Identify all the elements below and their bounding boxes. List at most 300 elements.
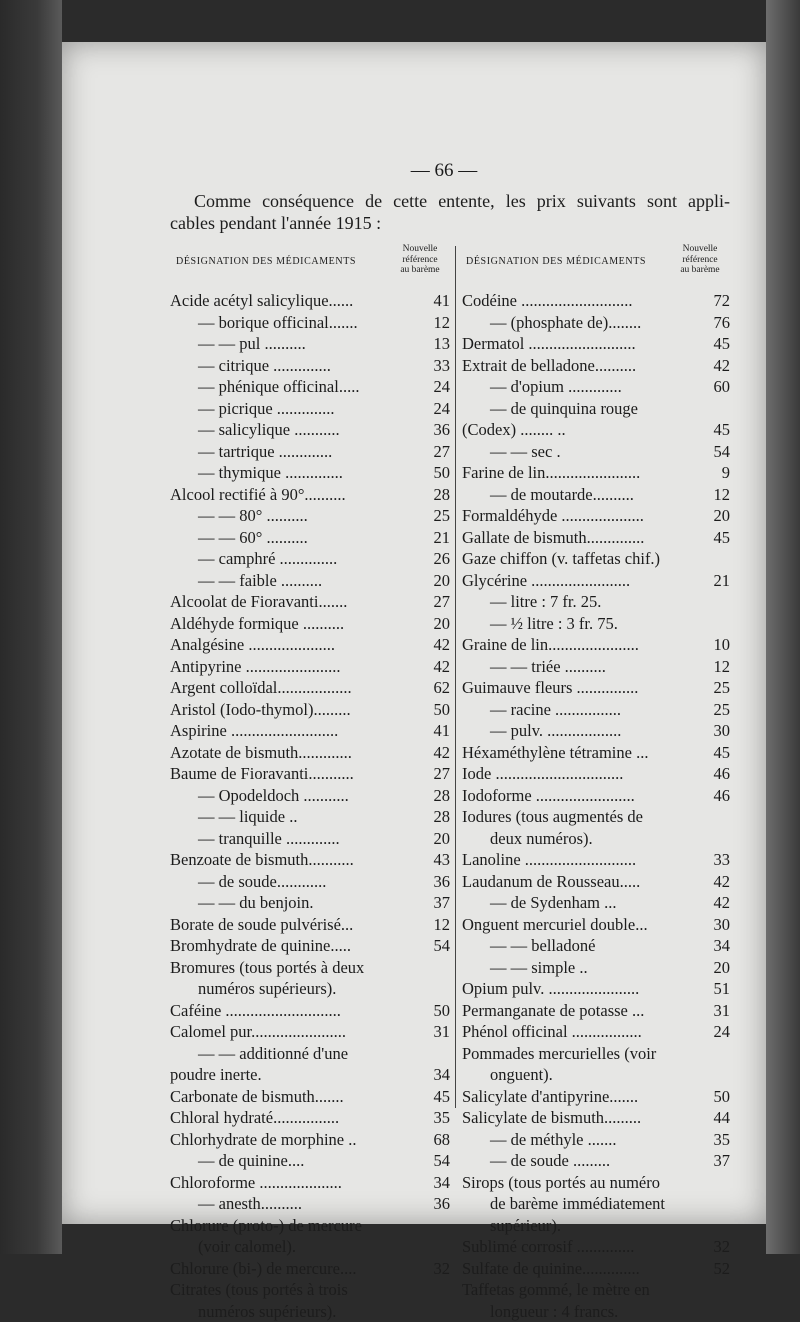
reference-value: 42	[690, 892, 730, 914]
medication-name: Chlorure (bi-) de mercure....	[170, 1258, 410, 1280]
table-row	[170, 1043, 450, 1065]
table-row	[462, 312, 730, 334]
table-row	[462, 699, 730, 721]
table-row	[170, 699, 450, 721]
medication-name: Bromures (tous portés à deux	[170, 957, 410, 979]
medication-name: — — pul ..........	[170, 333, 410, 355]
medication-name: Calomel pur.......................	[170, 1021, 410, 1043]
table-row	[462, 290, 730, 312]
reference-value: 46	[690, 785, 730, 807]
reference-header-line: au barème	[390, 265, 450, 276]
table-row	[462, 527, 730, 549]
reference-value: 41	[410, 720, 450, 742]
table-row	[170, 312, 450, 334]
reference-value: 32	[690, 1236, 730, 1258]
table-row	[462, 828, 730, 850]
medication-name: Iodures (tous augmentés de	[462, 806, 690, 828]
table-row	[170, 1258, 450, 1280]
table-row	[462, 1215, 730, 1237]
scan-background-left	[0, 0, 62, 1254]
reference-value: 34	[690, 935, 730, 957]
medication-name: — de quinine....	[170, 1150, 410, 1172]
medication-name: — — faible ..........	[170, 570, 410, 592]
table-row	[462, 978, 730, 1000]
medication-name: — de quinquina rouge	[462, 398, 690, 420]
left-column-header	[170, 244, 450, 292]
reference-value: 51	[690, 978, 730, 1000]
reference-value: 50	[410, 699, 450, 721]
table-row	[170, 677, 450, 699]
table-row	[462, 1172, 730, 1194]
table-row	[462, 333, 730, 355]
reference-header	[390, 244, 450, 276]
medication-name: Héxaméthylène tétramine ...	[462, 742, 690, 764]
table-row	[170, 462, 450, 484]
table-row	[170, 484, 450, 506]
table-row	[170, 957, 450, 979]
table-row	[170, 785, 450, 807]
reference-value: 31	[410, 1021, 450, 1043]
table-row	[170, 570, 450, 592]
medication-name: Chlorhydrate de morphine ..	[170, 1129, 410, 1151]
medication-name: — anesth..........	[170, 1193, 410, 1215]
reference-value: 45	[690, 742, 730, 764]
reference-value: 36	[410, 419, 450, 441]
medication-name: Phénol officinal .................	[462, 1021, 690, 1043]
reference-value: 37	[690, 1150, 730, 1172]
table-row	[170, 828, 450, 850]
reference-value: 42	[410, 634, 450, 656]
table-row	[170, 763, 450, 785]
table-row	[462, 591, 730, 613]
reference-value: 45	[690, 419, 730, 441]
medication-name: Azotate de bismuth.............	[170, 742, 410, 764]
reference-value	[690, 806, 730, 828]
medication-name: — citrique ..............	[170, 355, 410, 377]
medication-name: — tartrique .............	[170, 441, 410, 463]
table-row	[462, 441, 730, 463]
reference-value: 42	[410, 742, 450, 764]
reference-value: 28	[410, 785, 450, 807]
table-row	[462, 1258, 730, 1280]
table-row	[170, 1215, 450, 1237]
medication-name: Pommades mercurielles (voir	[462, 1043, 690, 1065]
table-row	[170, 548, 450, 570]
reference-value: 50	[690, 1086, 730, 1108]
table-row	[170, 505, 450, 527]
medication-name: — phénique officinal.....	[170, 376, 410, 398]
medication-name: Sirops (tous portés au numéro	[462, 1172, 690, 1194]
reference-value: 20	[410, 828, 450, 850]
table-row	[170, 1129, 450, 1151]
reference-value: 42	[690, 871, 730, 893]
table-row	[170, 527, 450, 549]
intro-line-1: Comme conséquence de cette entente, les prix suivants sont appli-	[170, 190, 730, 212]
medication-name: Argent colloïdal..................	[170, 677, 410, 699]
table-row	[170, 419, 450, 441]
medication-name: — — additionné d'une	[170, 1043, 410, 1065]
table-row	[462, 892, 730, 914]
reference-value: 45	[410, 1086, 450, 1108]
reference-value	[690, 1215, 730, 1237]
medication-name: — — triée ..........	[462, 656, 690, 678]
medication-name: Acide acétyl salicylique......	[170, 290, 410, 312]
medication-name: supérieur).	[462, 1215, 690, 1237]
table-row	[462, 742, 730, 764]
medication-name: deux numéros).	[462, 828, 690, 850]
reference-value: 26	[410, 548, 450, 570]
reference-value	[410, 1215, 450, 1237]
table-row	[462, 763, 730, 785]
reference-value: 27	[410, 591, 450, 613]
reference-value: 34	[410, 1172, 450, 1194]
reference-value: 21	[690, 570, 730, 592]
table-row	[170, 656, 450, 678]
table-row	[462, 376, 730, 398]
medication-name: — (phosphate de)........	[462, 312, 690, 334]
medication-name: numéros supérieurs).	[170, 1301, 410, 1322]
left-column	[170, 244, 450, 292]
table-row	[170, 720, 450, 742]
table-row	[170, 1021, 450, 1043]
reference-value: 10	[690, 634, 730, 656]
medication-name: onguent).	[462, 1064, 690, 1086]
reference-value: 24	[690, 1021, 730, 1043]
medication-name: Sulfate de quinine..............	[462, 1258, 690, 1280]
medication-name: — — simple ..	[462, 957, 690, 979]
medication-name: — d'opium .............	[462, 376, 690, 398]
reference-value: 25	[410, 505, 450, 527]
medication-name: Aspirine ..........................	[170, 720, 410, 742]
right-rows	[462, 290, 730, 1322]
reference-value: 45	[690, 527, 730, 549]
medication-name: numéros supérieurs).	[170, 978, 410, 1000]
reference-value: 25	[690, 677, 730, 699]
medication-name: — tranquille .............	[170, 828, 410, 850]
medication-name: Bromhydrate de quinine.....	[170, 935, 410, 957]
reference-value: 24	[410, 398, 450, 420]
reference-value: 27	[410, 441, 450, 463]
reference-value: 24	[410, 376, 450, 398]
reference-header-line: référence	[670, 255, 730, 266]
medication-name: Iode ...............................	[462, 763, 690, 785]
table-row	[462, 1129, 730, 1151]
reference-value: 12	[410, 312, 450, 334]
medication-name: Formaldéhyde ....................	[462, 505, 690, 527]
table-row	[462, 484, 730, 506]
medication-name: Lanoline ...........................	[462, 849, 690, 871]
table-row	[170, 892, 450, 914]
table-row	[170, 1172, 450, 1194]
table-row	[170, 806, 450, 828]
table-row	[462, 613, 730, 635]
medication-name: Aldéhyde formique ..........	[170, 613, 410, 635]
reference-value: 46	[690, 763, 730, 785]
reference-value: 44	[690, 1107, 730, 1129]
table-row	[170, 1086, 450, 1108]
reference-value: 34	[410, 1064, 450, 1086]
medication-name: — de Sydenham ...	[462, 892, 690, 914]
table-row	[170, 849, 450, 871]
reference-value	[410, 1301, 450, 1322]
reference-value	[690, 1043, 730, 1065]
table-row	[170, 333, 450, 355]
reference-value: 12	[690, 656, 730, 678]
reference-value: 30	[690, 720, 730, 742]
table-row	[462, 1000, 730, 1022]
reference-value	[690, 1301, 730, 1322]
table-row	[170, 1107, 450, 1129]
reference-header-line: référence	[390, 255, 450, 266]
table-row	[462, 1021, 730, 1043]
medication-name: — salicylique ...........	[170, 419, 410, 441]
table-row	[170, 376, 450, 398]
reference-value	[690, 1172, 730, 1194]
reference-value	[690, 828, 730, 850]
left-rows	[170, 290, 450, 1322]
reference-value: 27	[410, 763, 450, 785]
page-number: — 66 —	[0, 160, 800, 182]
reference-value: 21	[410, 527, 450, 549]
table-row	[462, 634, 730, 656]
medication-name: — — sec .	[462, 441, 690, 463]
reference-value	[690, 1279, 730, 1301]
medication-name: poudre inerte.	[170, 1064, 410, 1086]
medication-name: Borate de soude pulvérisé...	[170, 914, 410, 936]
medication-name: de barème immédiatement	[462, 1193, 690, 1215]
reference-value	[410, 1279, 450, 1301]
table-row	[170, 1279, 450, 1301]
reference-value: 25	[690, 699, 730, 721]
table-row	[462, 1236, 730, 1258]
table-row	[170, 398, 450, 420]
reference-value: 54	[410, 1150, 450, 1172]
medication-name: — — liquide ..	[170, 806, 410, 828]
designation-header: DÉSIGNATION DES MÉDICAMENTS	[466, 256, 646, 267]
medication-name: Salicylate d'antipyrine.......	[462, 1086, 690, 1108]
reference-value: 35	[410, 1107, 450, 1129]
table-row	[462, 720, 730, 742]
medication-name: Dermatol ..........................	[462, 333, 690, 355]
table-row	[462, 398, 730, 420]
medication-name: Aristol (Iodo-thymol).........	[170, 699, 410, 721]
reference-value: 36	[410, 1193, 450, 1215]
table-row	[170, 591, 450, 613]
intro-paragraph	[170, 190, 730, 234]
medication-name: Benzoate de bismuth...........	[170, 849, 410, 871]
reference-value: 50	[410, 1000, 450, 1022]
medication-name: — — 60° ..........	[170, 527, 410, 549]
reference-value: 20	[410, 570, 450, 592]
reference-value: 12	[410, 914, 450, 936]
table-row	[462, 570, 730, 592]
reference-value: 33	[690, 849, 730, 871]
medication-name: Gaze chiffon (v. taffetas chif.)	[462, 548, 690, 570]
table-row	[170, 290, 450, 312]
medication-name: Analgésine .....................	[170, 634, 410, 656]
table-row	[462, 1301, 730, 1322]
medication-name: — litre : 7 fr. 25.	[462, 591, 690, 613]
scan-background-right	[766, 0, 800, 1254]
reference-value: 54	[690, 441, 730, 463]
medication-name: Carbonate de bismuth.......	[170, 1086, 410, 1108]
table-row	[170, 441, 450, 463]
table-row	[170, 742, 450, 764]
table-row	[170, 613, 450, 635]
table-row	[462, 914, 730, 936]
reference-value: 13	[410, 333, 450, 355]
table-row	[462, 1107, 730, 1129]
medication-name: Laudanum de Rousseau.....	[462, 871, 690, 893]
table-row	[170, 978, 450, 1000]
right-column	[462, 244, 730, 292]
medication-name: Extrait de belladone..........	[462, 355, 690, 377]
medication-name: Guimauve fleurs ...............	[462, 677, 690, 699]
medication-name: — de moutarde..........	[462, 484, 690, 506]
table-row	[170, 1064, 450, 1086]
table-row	[170, 871, 450, 893]
table-row	[462, 1279, 730, 1301]
medication-name: Gallate de bismuth..............	[462, 527, 690, 549]
table-row	[462, 1043, 730, 1065]
designation-header: DÉSIGNATION DES MÉDICAMENTS	[176, 256, 356, 267]
reference-value: 9	[690, 462, 730, 484]
medication-name: Farine de lin.......................	[462, 462, 690, 484]
reference-value	[690, 591, 730, 613]
reference-value	[410, 1236, 450, 1258]
reference-value: 43	[410, 849, 450, 871]
reference-value	[690, 548, 730, 570]
table-row	[462, 1150, 730, 1172]
reference-value: 31	[690, 1000, 730, 1022]
reference-value: 41	[410, 290, 450, 312]
medication-name: Taffetas gommé, le mètre en	[462, 1279, 690, 1301]
intro-line-2: cables pendant l'année 1915 :	[170, 212, 730, 234]
medication-name: — camphré ..............	[170, 548, 410, 570]
table-row	[462, 548, 730, 570]
medication-name: longueur : 4 francs.	[462, 1301, 690, 1322]
medication-name: Alcoolat de Fioravanti.......	[170, 591, 410, 613]
reference-value	[690, 1064, 730, 1086]
reference-value: 12	[690, 484, 730, 506]
medication-name: — Opodeldoch ...........	[170, 785, 410, 807]
reference-value: 28	[410, 806, 450, 828]
reference-value: 32	[410, 1258, 450, 1280]
medication-name: Salicylate de bismuth.........	[462, 1107, 690, 1129]
table-row	[462, 1086, 730, 1108]
medication-name: Chloroforme ....................	[170, 1172, 410, 1194]
medication-name: — racine ................	[462, 699, 690, 721]
table-row	[170, 1193, 450, 1215]
reference-value	[690, 1193, 730, 1215]
reference-value: 20	[690, 505, 730, 527]
reference-value	[690, 613, 730, 635]
table-row	[170, 1236, 450, 1258]
table-row	[462, 849, 730, 871]
reference-value: 36	[410, 871, 450, 893]
table-row	[462, 806, 730, 828]
reference-value: 42	[690, 355, 730, 377]
reference-value: 28	[410, 484, 450, 506]
medication-name: — thymique ..............	[170, 462, 410, 484]
medication-name: — picrique ..............	[170, 398, 410, 420]
reference-header-line: au barème	[670, 265, 730, 276]
medication-name: — de soude............	[170, 871, 410, 893]
medication-name: Caféine ............................	[170, 1000, 410, 1022]
medication-name: Permanganate de potasse ...	[462, 1000, 690, 1022]
table-row	[462, 957, 730, 979]
reference-value: 37	[410, 892, 450, 914]
reference-value: 60	[690, 376, 730, 398]
medication-name: — de soude .........	[462, 1150, 690, 1172]
reference-value: 52	[690, 1258, 730, 1280]
medication-name: Chloral hydraté................	[170, 1107, 410, 1129]
medication-name: — — du benjoin.	[170, 892, 410, 914]
reference-value	[410, 957, 450, 979]
right-column-header	[462, 244, 730, 292]
reference-value: 68	[410, 1129, 450, 1151]
reference-value: 30	[690, 914, 730, 936]
reference-value: 42	[410, 656, 450, 678]
reference-value: 35	[690, 1129, 730, 1151]
table-row	[462, 871, 730, 893]
medication-name: — — belladoné	[462, 935, 690, 957]
reference-header-line: Nouvelle	[390, 244, 450, 255]
table-row	[462, 656, 730, 678]
table-row	[170, 914, 450, 936]
table-row	[170, 355, 450, 377]
medication-name: Graine de lin......................	[462, 634, 690, 656]
medication-name: (Codex) ........ ..	[462, 419, 690, 441]
table-row	[462, 677, 730, 699]
reference-value: 62	[410, 677, 450, 699]
table-row	[462, 1064, 730, 1086]
table-row	[462, 935, 730, 957]
medication-name: Alcool rectifié à 90°..........	[170, 484, 410, 506]
medication-name: Opium pulv. ......................	[462, 978, 690, 1000]
medication-name: Iodoforme ........................	[462, 785, 690, 807]
reference-value: 72	[690, 290, 730, 312]
medication-name: Citrates (tous portés à trois	[170, 1279, 410, 1301]
reference-value: 20	[410, 613, 450, 635]
reference-value	[690, 398, 730, 420]
table-row	[462, 355, 730, 377]
reference-value: 76	[690, 312, 730, 334]
table-row	[170, 935, 450, 957]
medication-name: — pulv. ..................	[462, 720, 690, 742]
reference-header-line: Nouvelle	[670, 244, 730, 255]
medication-name: — de méthyle .......	[462, 1129, 690, 1151]
reference-value	[410, 978, 450, 1000]
reference-value: 54	[410, 935, 450, 957]
table-row	[170, 1150, 450, 1172]
medication-name: Baume de Fioravanti...........	[170, 763, 410, 785]
table-row	[170, 634, 450, 656]
medication-name: — borique officinal.......	[170, 312, 410, 334]
reference-value: 33	[410, 355, 450, 377]
table-row	[462, 505, 730, 527]
medication-name: (voir calomel).	[170, 1236, 410, 1258]
reference-value: 45	[690, 333, 730, 355]
medication-name: Chlorure (proto-) de mercure	[170, 1215, 410, 1237]
medication-name: — — 80° ..........	[170, 505, 410, 527]
reference-value: 50	[410, 462, 450, 484]
table-row	[170, 1301, 450, 1322]
medication-name: Onguent mercuriel double...	[462, 914, 690, 936]
reference-header	[670, 244, 730, 276]
medication-name: — ½ litre : 3 fr. 75.	[462, 613, 690, 635]
medication-name: Antipyrine .......................	[170, 656, 410, 678]
